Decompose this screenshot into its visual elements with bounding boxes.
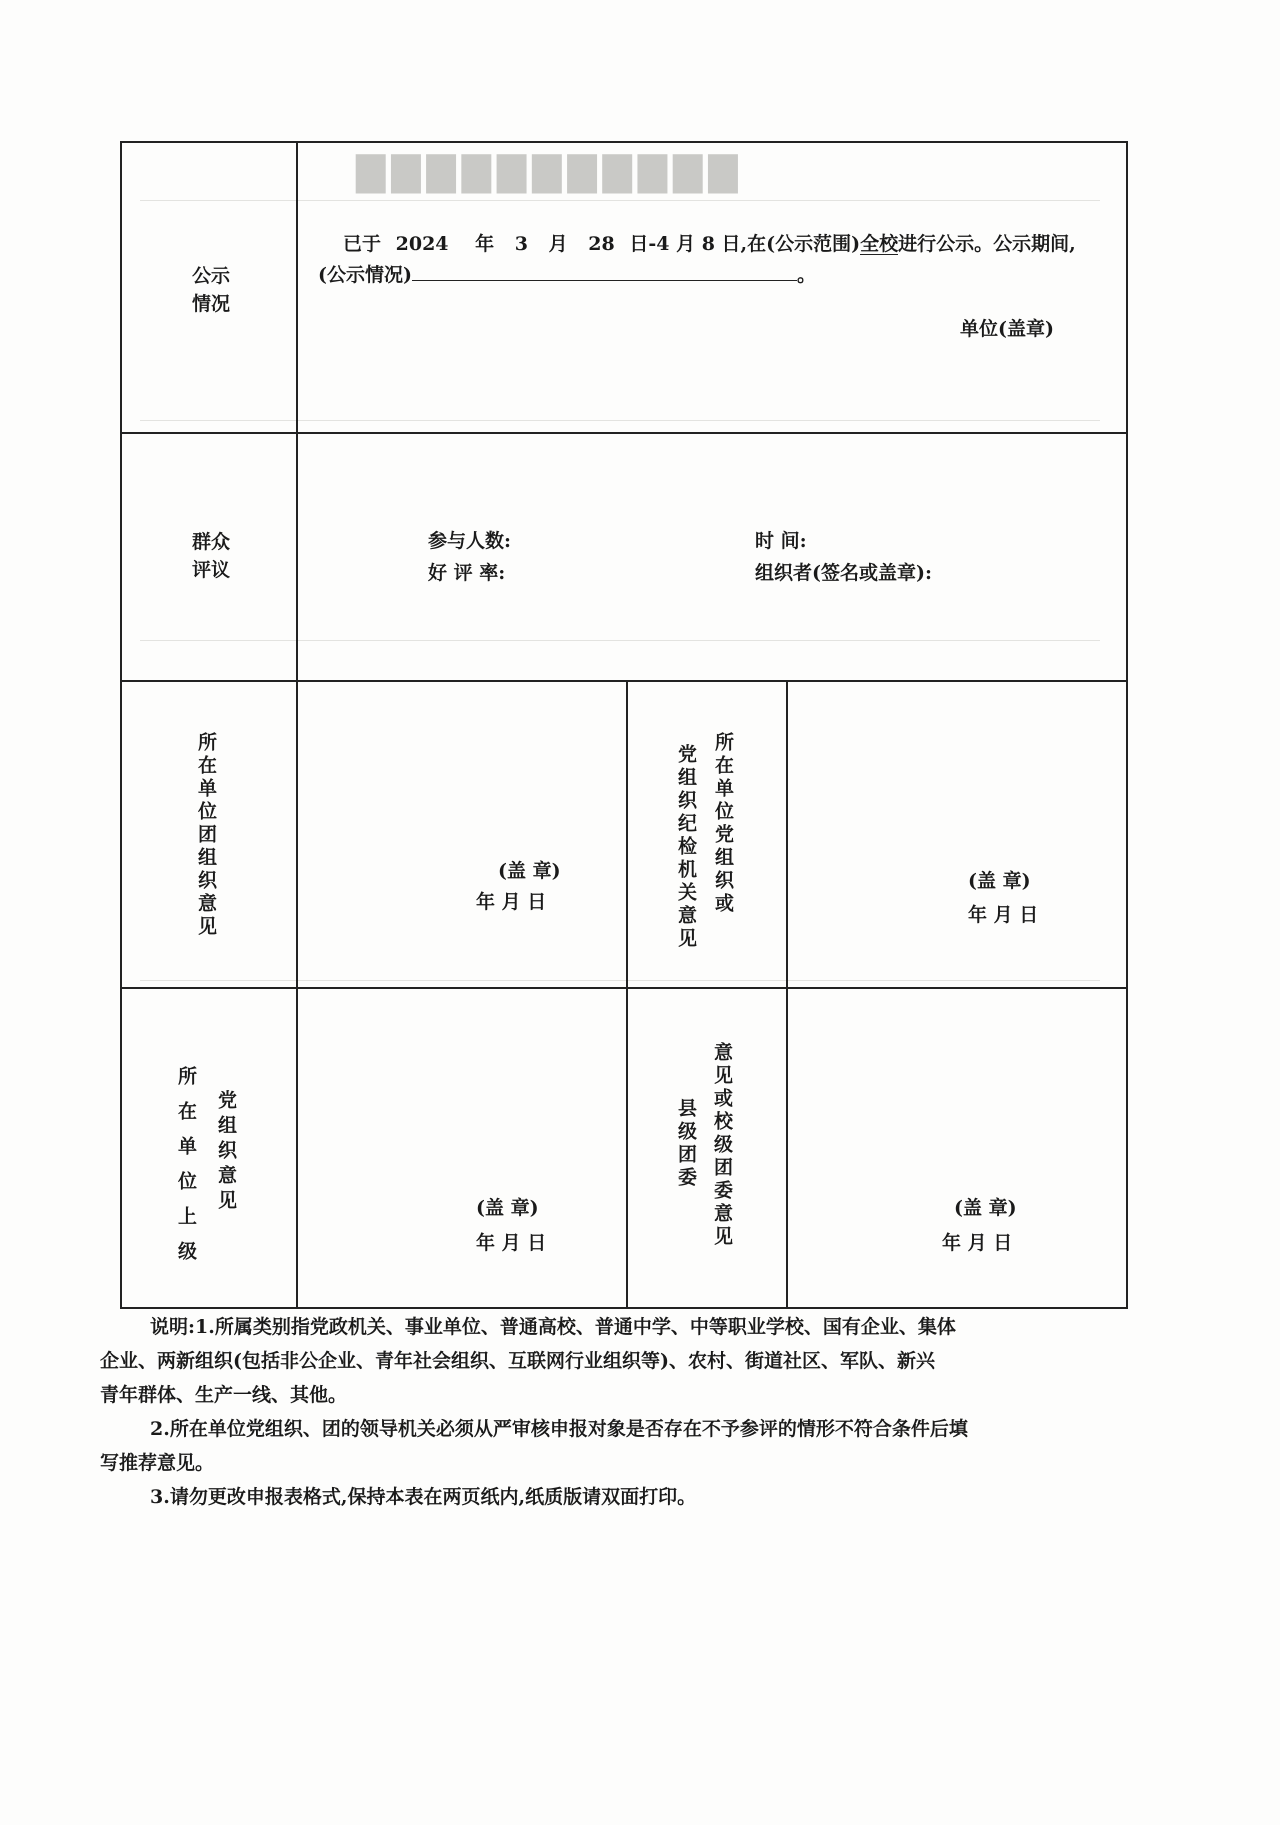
row-divider: [120, 432, 1128, 434]
county-league-seal: (盖 章): [954, 1197, 1017, 1219]
organizer-label: 组织者(签名或盖章):: [755, 562, 932, 584]
league-org-date: 年 月 日: [476, 891, 547, 913]
league-org-opinion-label: 所在单位团组织意见: [195, 732, 217, 939]
county-league-label-b: 意见或校级团委意见: [711, 1042, 733, 1249]
league-org-seal: (盖 章): [498, 860, 561, 882]
column-divider: [296, 141, 298, 1309]
row-divider: [120, 680, 1128, 682]
publicity-label: 公示 情况: [191, 265, 230, 315]
publicity-scope-field[interactable]: 全校: [860, 233, 899, 255]
party-discipline-date: 年 月 日: [968, 904, 1039, 926]
bleed-through-watermark: ▇▇▇▇▇▇▇▇▇▇▇: [350, 148, 738, 193]
form-notes: [100, 1310, 1150, 1514]
publicity-status-line: (公示情况) 。: [318, 264, 816, 286]
publicity-seal: 单位(盖章): [960, 318, 1054, 340]
note-2-line-2: 写推荐意见。: [100, 1452, 215, 1474]
note-3: 3.请勿更改申报表格式,保持本表在两页纸内,纸质版请双面打印。: [150, 1486, 697, 1508]
review-time-label: 时 间:: [755, 530, 807, 552]
note-2-line-1: 2.所在单位党组织、团的领导机关必须从严审核申报对象是否存在不予参评的情形不符合条件后填: [150, 1418, 968, 1440]
column-divider: [786, 680, 788, 1309]
party-discipline-seal: (盖 章): [968, 870, 1031, 892]
form-table: [120, 141, 1128, 1309]
superior-party-seal: (盖 章): [476, 1197, 539, 1219]
superior-party-date: 年 月 日: [476, 1232, 547, 1254]
superior-party-label-b: 党组织意见: [215, 1090, 237, 1215]
party-discipline-label-a: 所在单位党组织或: [712, 732, 734, 916]
superior-party-label-a: 所在单位上级: [175, 1066, 197, 1276]
note-1-line-1: 说明:1.所属类别指党政机关、事业单位、普通高校、普通中学、中等职业学校、国有企业、集体: [150, 1316, 956, 1338]
note-1-line-2: 企业、两新组织(包括非公企业、青年社会组织、互联网行业组织等)、农村、街道社区、军队、新兴: [100, 1350, 935, 1372]
publicity-status-field[interactable]: [412, 262, 797, 281]
participants-label: 参与人数:: [428, 530, 512, 552]
column-divider: [626, 680, 628, 1309]
row-divider: [120, 987, 1128, 989]
note-1-line-3: 青年群体、生产一线、其他。: [100, 1384, 348, 1406]
public-review-label: 群众 评议: [191, 531, 230, 581]
county-league-label-a: 县级团委: [675, 1098, 697, 1190]
county-league-date: 年 月 日: [942, 1232, 1013, 1254]
publicity-sentence: 已于 2024 年 3 月 28 日-4 月 8 日,在(公示范围)全校进行公示。公示期间,: [343, 233, 1076, 255]
party-discipline-label-b: 党组织纪检机关意见: [675, 744, 697, 951]
approval-rate-label: 好 评 率:: [428, 562, 506, 584]
